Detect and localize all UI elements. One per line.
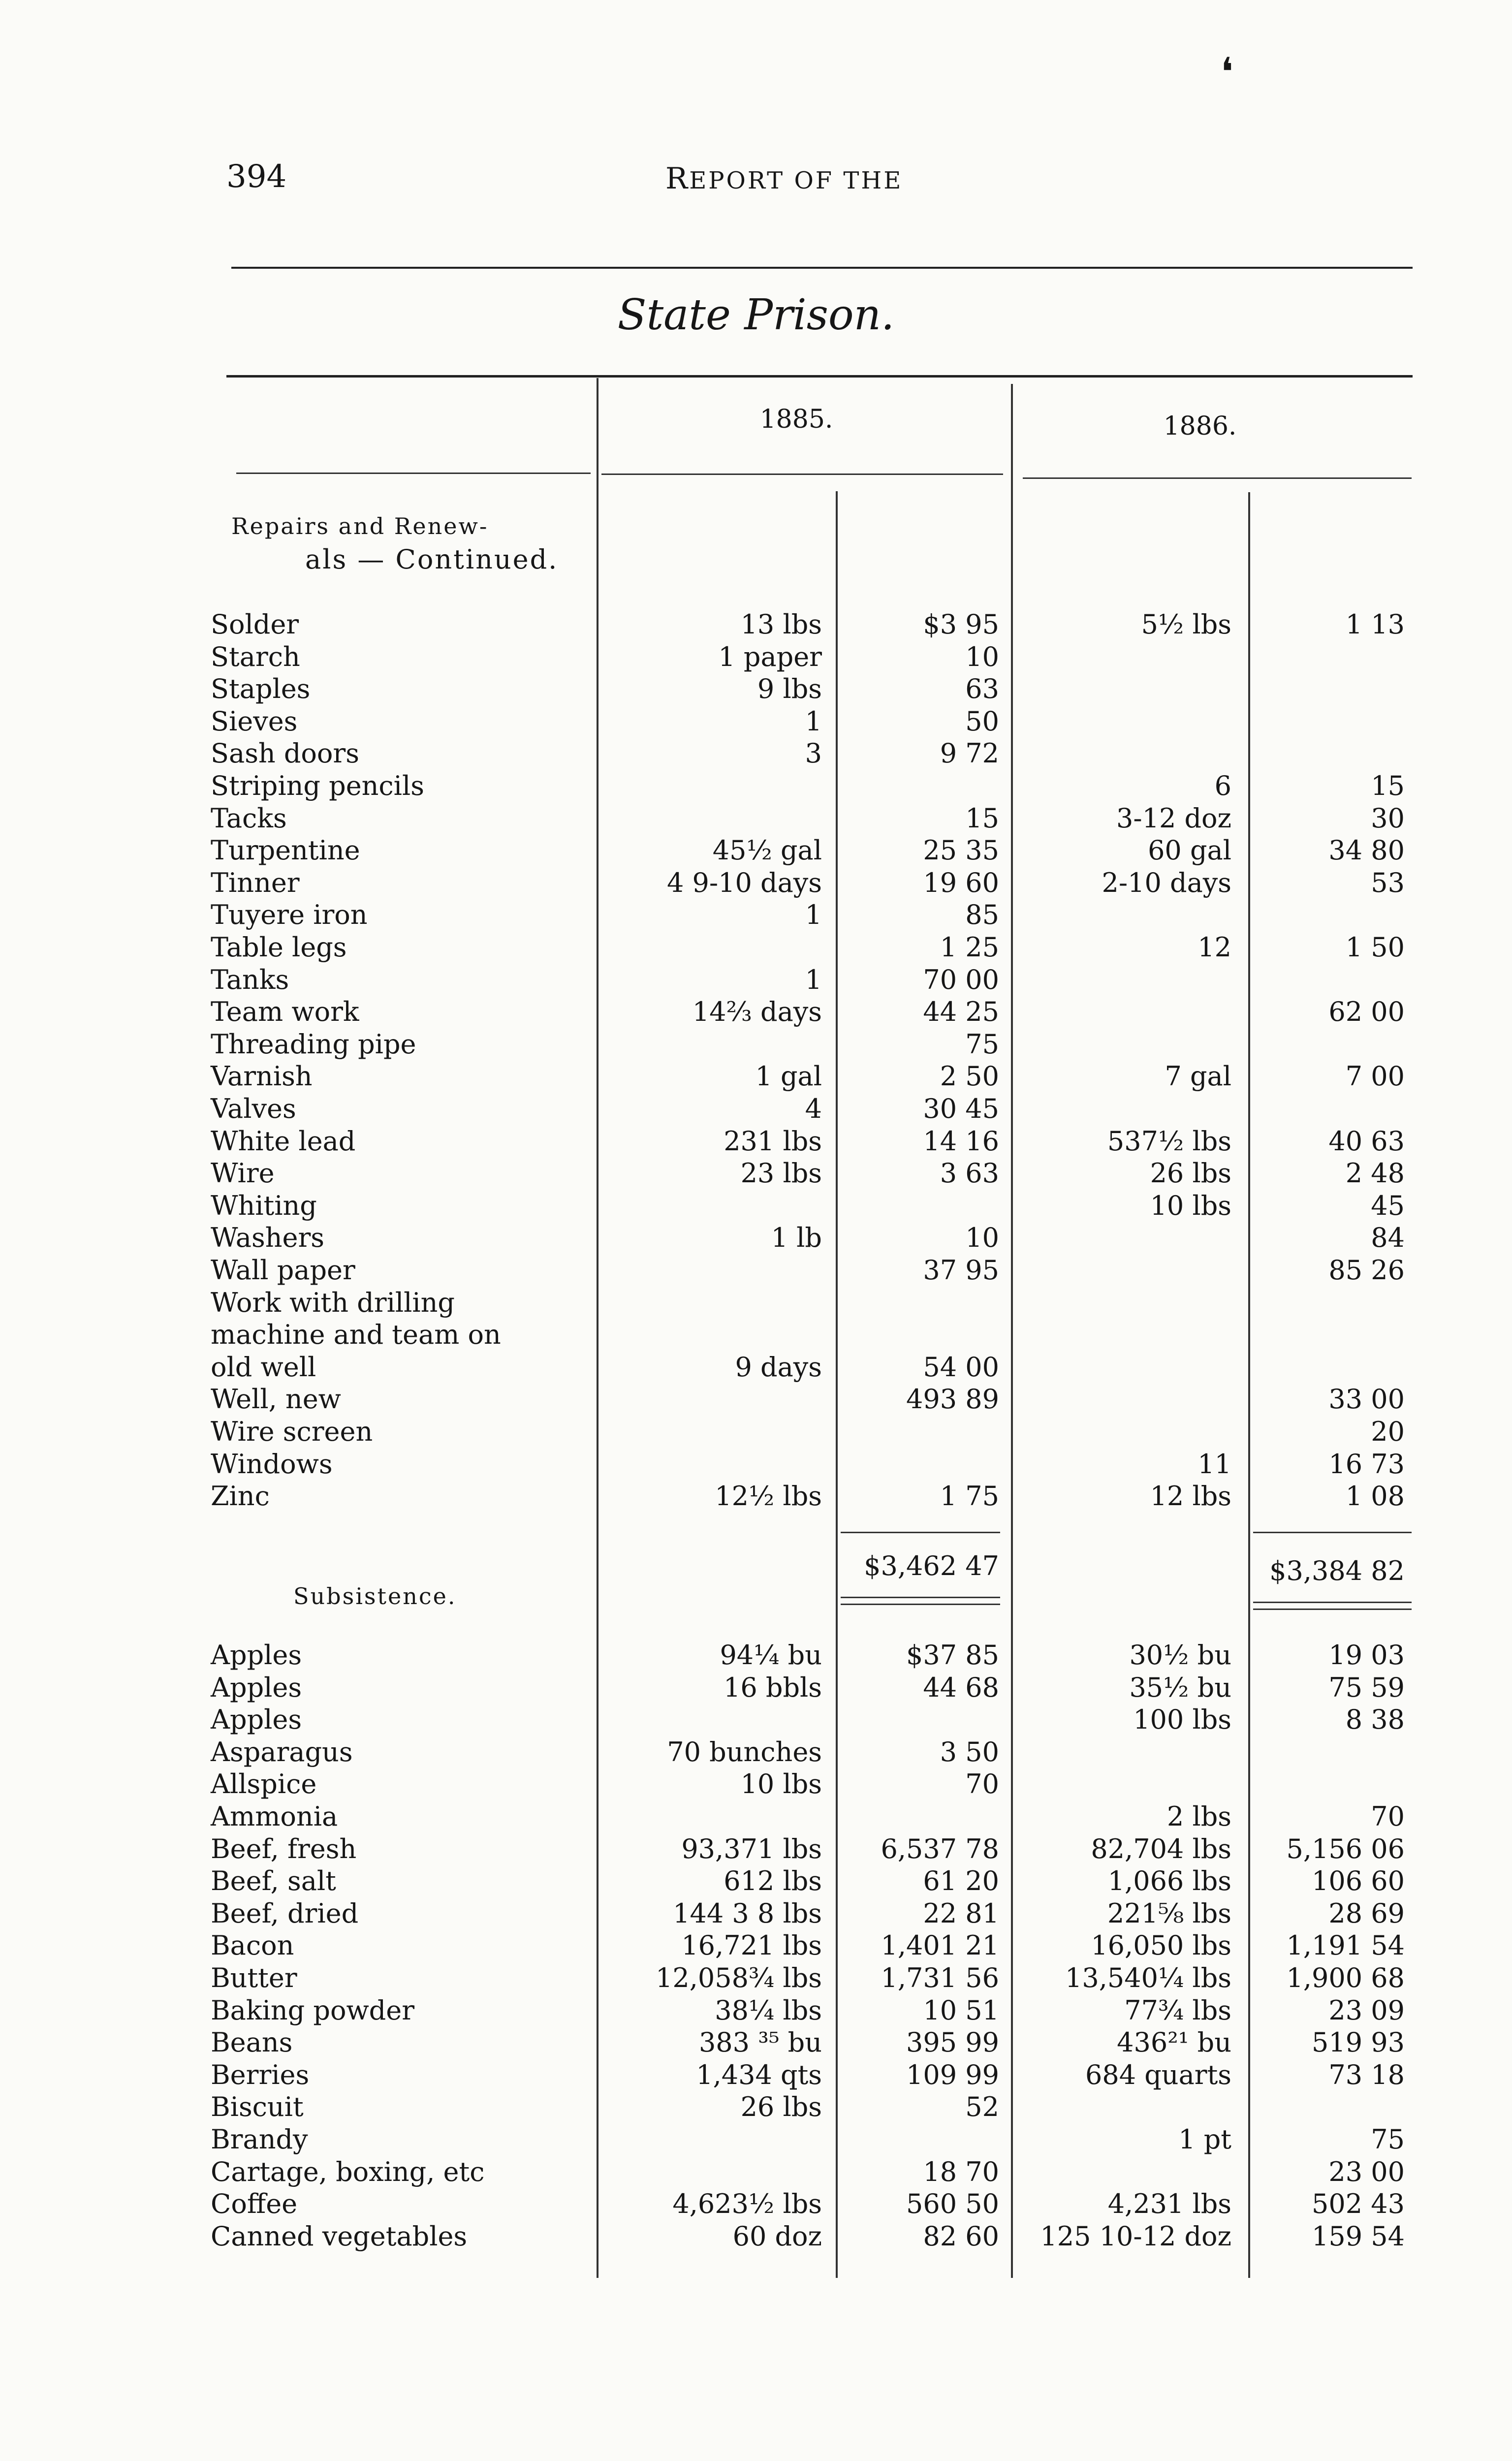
row-item: Well, new xyxy=(211,1384,341,1415)
value-1885: 10 xyxy=(965,641,999,672)
row-item: Striping pencils xyxy=(211,770,424,801)
value-1886: 8 38 xyxy=(1345,1704,1405,1735)
value-1886: 30 xyxy=(1371,802,1405,834)
quantity-1886: 221⅝ lbs xyxy=(1107,1897,1231,1929)
value-1885: $3 95 xyxy=(923,609,999,640)
value-1886: 23 09 xyxy=(1328,1994,1405,2026)
value-1885: 3 50 xyxy=(940,1736,999,1767)
quantity-1885: 1 xyxy=(805,899,822,931)
value-1885: 109 99 xyxy=(906,2059,999,2090)
row-item: Turpentine xyxy=(211,835,360,866)
row-item: Wire xyxy=(211,1158,275,1189)
repairs-heading-line2: als — Continued. xyxy=(305,544,559,575)
ink-mark: ❛ xyxy=(1221,49,1233,95)
row-item: Sieves xyxy=(211,705,298,737)
quantity-1885: 612 lbs xyxy=(724,1865,822,1897)
quantity-1886: 11 xyxy=(1197,1448,1231,1480)
value-1885: 44 68 xyxy=(923,1672,999,1703)
table-row xyxy=(0,1319,1512,1351)
year-1886: 1886. xyxy=(1163,411,1237,441)
quantity-1885: 60 doz xyxy=(732,2220,822,2252)
row-item: Wall paper xyxy=(211,1255,355,1286)
row-item: Beans xyxy=(211,2027,293,2058)
table-row xyxy=(0,1736,1512,1768)
quantity-1885: 93,371 lbs xyxy=(681,1833,822,1864)
value-1885: 1 75 xyxy=(940,1481,999,1512)
table-row xyxy=(0,899,1512,931)
double-rule xyxy=(1253,1609,1412,1610)
quantity-1886: 82,704 lbs xyxy=(1091,1833,1231,1864)
quantity-1886: 12 lbs xyxy=(1150,1481,1231,1512)
section-title: State Prison. xyxy=(617,290,895,340)
subsistence-heading: Subsistence. xyxy=(293,1583,457,1609)
row-item: Valves xyxy=(211,1093,296,1124)
value-1885: 6,537 78 xyxy=(881,1833,999,1864)
row-item: Beef, salt xyxy=(211,1865,336,1897)
quantity-1886: 537½ lbs xyxy=(1107,1125,1231,1157)
table-row xyxy=(0,737,1512,770)
value-1886: 159 54 xyxy=(1312,2220,1405,2252)
value-1886: 75 xyxy=(1371,2124,1405,2155)
row-item: Beef, dried xyxy=(211,1897,359,1929)
table-row xyxy=(0,1480,1512,1513)
quantity-1885: 1 xyxy=(805,964,822,995)
table-row xyxy=(0,834,1512,867)
row-item: Cartage, boxing, etc xyxy=(211,2156,485,2187)
total-rule xyxy=(841,1532,1000,1533)
table-row xyxy=(0,1351,1512,1384)
value-1886: 33 00 xyxy=(1328,1384,1405,1415)
value-1885: 82 60 xyxy=(923,2220,999,2252)
value-1885: 14 16 xyxy=(923,1125,999,1157)
table-row xyxy=(0,1190,1512,1222)
rule xyxy=(1023,477,1412,479)
quantity-1885: 231 lbs xyxy=(724,1125,822,1157)
quantity-1885: 144 3 8 lbs xyxy=(673,1897,822,1929)
row-item: Wire screen xyxy=(211,1416,373,1447)
value-1885: 3 63 xyxy=(940,1158,999,1189)
value-1886: 45 xyxy=(1371,1190,1405,1221)
quantity-1885: 4 9-10 days xyxy=(667,867,822,898)
table-row xyxy=(0,1897,1512,1930)
quantity-1886: 684 quarts xyxy=(1085,2059,1231,2090)
quantity-1886: 5½ lbs xyxy=(1141,609,1231,640)
value-1885: 52 xyxy=(965,2091,999,2123)
quantity-1885: 14⅔ days xyxy=(692,996,822,1028)
value-1885: 50 xyxy=(965,705,999,737)
quantity-1886: 4,231 lbs xyxy=(1107,2188,1231,2220)
title-rule xyxy=(226,375,1413,378)
value-1886: 106 60 xyxy=(1312,1865,1405,1897)
row-item: Brandy xyxy=(211,2124,308,2155)
row-item: Starch xyxy=(211,641,300,672)
row-item: Beef, fresh xyxy=(211,1833,357,1864)
value-1885: 44 25 xyxy=(923,996,999,1028)
row-item: Butter xyxy=(211,1962,297,1993)
table-row xyxy=(0,2220,1512,2253)
table-row xyxy=(0,1833,1512,1865)
quantity-1886: 77¾ lbs xyxy=(1124,1994,1231,2026)
row-item: Apples xyxy=(211,1640,302,1671)
value-1885: 1 25 xyxy=(940,932,999,963)
row-item: Windows xyxy=(211,1448,333,1480)
quantity-1886: 35½ bu xyxy=(1129,1672,1231,1703)
row-item: Threading pipe xyxy=(211,1028,416,1060)
quantity-1886: 125 10-12 doz xyxy=(1040,2220,1231,2252)
quantity-1885: 1,434 qts xyxy=(696,2059,822,2090)
row-item: old well xyxy=(211,1351,316,1383)
quantity-1885: 45½ gal xyxy=(712,835,822,866)
table-row xyxy=(0,1093,1512,1125)
value-1885: 85 xyxy=(965,899,999,931)
quantity-1886: 1,066 lbs xyxy=(1107,1865,1231,1897)
quantity-1886: 7 gal xyxy=(1165,1061,1231,1092)
value-1885: 560 50 xyxy=(906,2188,999,2220)
quantity-1886: 436²¹ bu xyxy=(1117,2027,1231,2058)
table-row xyxy=(0,2059,1512,2091)
row-item: Berries xyxy=(211,2059,310,2090)
row-item: Tacks xyxy=(211,802,287,834)
quantity-1886: 100 lbs xyxy=(1133,1704,1231,1735)
quantity-1885: 23 lbs xyxy=(740,1158,822,1189)
table-row xyxy=(0,996,1512,1028)
table-row xyxy=(0,1254,1512,1287)
value-1885: 25 35 xyxy=(923,835,999,866)
value-1886: 502 43 xyxy=(1312,2188,1405,2220)
quantity-1885: 1 lb xyxy=(771,1222,822,1254)
row-item: Apples xyxy=(211,1672,302,1703)
table-row xyxy=(0,1800,1512,1833)
quantity-1886: 13,540¼ lbs xyxy=(1065,1962,1231,1993)
quantity-1886: 6 xyxy=(1214,770,1231,801)
table-row xyxy=(0,2188,1512,2220)
quantity-1885: 94¼ bu xyxy=(720,1640,822,1671)
double-rule xyxy=(1253,1602,1412,1603)
quantity-1886: 26 lbs xyxy=(1150,1158,1231,1189)
year-1885: 1885. xyxy=(759,405,833,434)
quantity-1885: 383 ³⁵ bu xyxy=(698,2027,822,2058)
row-item: Varnish xyxy=(211,1061,313,1092)
value-1886: 70 xyxy=(1371,1801,1405,1832)
value-1886: 62 00 xyxy=(1328,996,1405,1028)
row-item: Tanks xyxy=(211,964,289,995)
value-1886: 20 xyxy=(1371,1416,1405,1447)
table-row xyxy=(0,705,1512,738)
table-row xyxy=(0,641,1512,673)
table-row xyxy=(0,1383,1512,1416)
row-item: Zinc xyxy=(211,1481,270,1512)
table-row xyxy=(0,867,1512,899)
quantity-1886: 1 pt xyxy=(1178,2124,1231,2155)
table-row xyxy=(0,2123,1512,2156)
row-item: Baking powder xyxy=(211,1994,415,2026)
value-1886: 519 93 xyxy=(1312,2027,1405,2058)
table-row xyxy=(0,1768,1512,1800)
table-row xyxy=(0,1929,1512,1962)
value-1885: 1,731 56 xyxy=(881,1962,999,1993)
value-1886: 53 xyxy=(1371,867,1405,898)
quantity-1885: 13 lbs xyxy=(740,609,822,640)
table-row xyxy=(0,964,1512,996)
value-1885: 75 xyxy=(965,1028,999,1060)
row-item: Table legs xyxy=(211,932,347,963)
table-row xyxy=(0,1416,1512,1448)
quantity-1885: 12½ lbs xyxy=(715,1481,822,1512)
value-1885: 70 00 xyxy=(923,964,999,995)
repairs-total-1885: $3,462 47 xyxy=(864,1550,999,1581)
table-row xyxy=(0,1448,1512,1481)
quantity-1885: 16 bbls xyxy=(724,1672,822,1703)
repairs-total-1886: $3,384 82 xyxy=(1269,1555,1405,1586)
quantity-1885: 12,058¾ lbs xyxy=(655,1962,822,1993)
table-row xyxy=(0,2156,1512,2188)
header-rule xyxy=(231,267,1413,269)
row-item: Sash doors xyxy=(211,738,359,769)
running-head: REPORT OF THE xyxy=(665,161,903,196)
rule xyxy=(601,473,1003,475)
value-1885: 19 60 xyxy=(923,867,999,898)
quantity-1886: 2-10 days xyxy=(1102,867,1231,898)
value-1886: 40 63 xyxy=(1328,1125,1405,1157)
value-1886: 1 50 xyxy=(1345,932,1405,963)
row-item: Solder xyxy=(211,609,299,640)
table-row xyxy=(0,1125,1512,1158)
value-1886: 15 xyxy=(1371,770,1405,801)
row-item: Staples xyxy=(211,673,311,705)
row-item: Allspice xyxy=(211,1768,317,1800)
quantity-1886: 30½ bu xyxy=(1129,1640,1231,1671)
row-item: Asparagus xyxy=(211,1736,353,1767)
quantity-1885: 1 xyxy=(805,705,822,737)
repairs-heading-line1: Repairs and Renew- xyxy=(231,513,489,539)
value-1885: 22 81 xyxy=(923,1897,999,1929)
table-row xyxy=(0,1962,1512,1994)
value-1885: 1,401 21 xyxy=(881,1930,999,1961)
row-item: Ammonia xyxy=(211,1801,338,1832)
value-1885: 15 xyxy=(965,802,999,834)
page-number: 394 xyxy=(226,158,287,195)
quantity-1885: 1 paper xyxy=(718,641,822,672)
quantity-1886: 16,050 lbs xyxy=(1091,1930,1231,1961)
table-row xyxy=(0,1994,1512,2027)
quantity-1885: 10 lbs xyxy=(740,1768,822,1800)
row-item: Coffee xyxy=(211,2188,298,2220)
table-row xyxy=(0,1222,1512,1254)
value-1885: 10 51 xyxy=(923,1994,999,2026)
table-row xyxy=(0,1028,1512,1061)
value-1885: 395 99 xyxy=(906,2027,999,2058)
value-1885: 2 50 xyxy=(940,1061,999,1092)
value-1886: 1,191 54 xyxy=(1286,1930,1405,1961)
row-item: Bacon xyxy=(211,1930,294,1961)
table-row xyxy=(0,1060,1512,1093)
row-item: Work with drilling xyxy=(211,1287,455,1318)
value-1885: 37 95 xyxy=(923,1255,999,1286)
table-row xyxy=(0,2091,1512,2123)
value-1886: 19 03 xyxy=(1328,1640,1405,1671)
value-1886: 5,156 06 xyxy=(1286,1833,1405,1864)
quantity-1885: 4,623½ lbs xyxy=(672,2188,822,2220)
double-rule xyxy=(841,1604,1000,1605)
value-1885: 54 00 xyxy=(923,1351,999,1383)
quantity-1885: 1 gal xyxy=(755,1061,822,1092)
table-row xyxy=(0,1704,1512,1736)
row-item: Washers xyxy=(211,1222,324,1254)
double-rule xyxy=(841,1597,1000,1598)
quantity-1885: 3 xyxy=(805,738,822,769)
quantity-1886: 60 gal xyxy=(1148,835,1231,866)
row-item: Tuyere iron xyxy=(211,899,368,931)
row-item: White lead xyxy=(211,1125,356,1157)
table-row xyxy=(0,1639,1512,1672)
row-item: Team work xyxy=(211,996,359,1028)
quantity-1886: 2 lbs xyxy=(1166,1801,1231,1832)
table-row xyxy=(0,2026,1512,2059)
value-1886: 1,900 68 xyxy=(1286,1962,1405,1993)
value-1886: 1 13 xyxy=(1345,609,1405,640)
value-1886: 2 48 xyxy=(1345,1158,1405,1189)
quantity-1886: 3-12 doz xyxy=(1116,802,1231,834)
table-row xyxy=(0,608,1512,641)
value-1886: 16 73 xyxy=(1328,1448,1405,1480)
value-1885: 18 70 xyxy=(923,2156,999,2187)
value-1886: 7 00 xyxy=(1345,1061,1405,1092)
value-1885: 493 89 xyxy=(906,1384,999,1415)
row-item: machine and team on xyxy=(211,1319,501,1351)
value-1886: 28 69 xyxy=(1328,1897,1405,1929)
value-1885: $37 85 xyxy=(906,1640,999,1671)
table-row xyxy=(0,931,1512,964)
row-item: Tinner xyxy=(211,867,300,898)
value-1885: 63 xyxy=(965,673,999,705)
table-row xyxy=(0,1287,1512,1319)
value-1886: 73 18 xyxy=(1328,2059,1405,2090)
value-1885: 30 45 xyxy=(923,1093,999,1124)
value-1886: 1 08 xyxy=(1345,1481,1405,1512)
table-row xyxy=(0,802,1512,835)
table-row xyxy=(0,1672,1512,1704)
table-row xyxy=(0,1157,1512,1190)
value-1886: 84 xyxy=(1371,1222,1405,1254)
quantity-1885: 26 lbs xyxy=(740,2091,822,2123)
value-1885: 9 72 xyxy=(940,738,999,769)
value-1886: 23 00 xyxy=(1328,2156,1405,2187)
row-item: Canned vegetables xyxy=(211,2220,468,2252)
row-item: Biscuit xyxy=(211,2091,304,2123)
value-1886: 34 80 xyxy=(1328,835,1405,866)
table-row xyxy=(0,1865,1512,1897)
quantity-1886: 10 lbs xyxy=(1150,1190,1231,1221)
value-1886: 75 59 xyxy=(1328,1672,1405,1703)
quantity-1885: 70 bunches xyxy=(667,1736,822,1767)
quantity-1885: 9 days xyxy=(735,1351,822,1383)
total-rule xyxy=(1253,1532,1412,1533)
quantity-1885: 16,721 lbs xyxy=(681,1930,822,1961)
value-1886: 85 26 xyxy=(1328,1255,1405,1286)
table-row xyxy=(0,770,1512,802)
value-1885: 61 20 xyxy=(923,1865,999,1897)
rule xyxy=(236,473,591,474)
table-row xyxy=(0,673,1512,705)
quantity-1885: 38¼ lbs xyxy=(715,1994,822,2026)
value-1885: 70 xyxy=(965,1768,999,1800)
row-item: Apples xyxy=(211,1704,302,1735)
quantity-1886: 12 xyxy=(1197,932,1231,963)
quantity-1885: 9 lbs xyxy=(757,673,822,705)
row-item: Whiting xyxy=(211,1190,317,1221)
quantity-1885: 4 xyxy=(805,1093,822,1124)
value-1885: 10 xyxy=(965,1222,999,1254)
